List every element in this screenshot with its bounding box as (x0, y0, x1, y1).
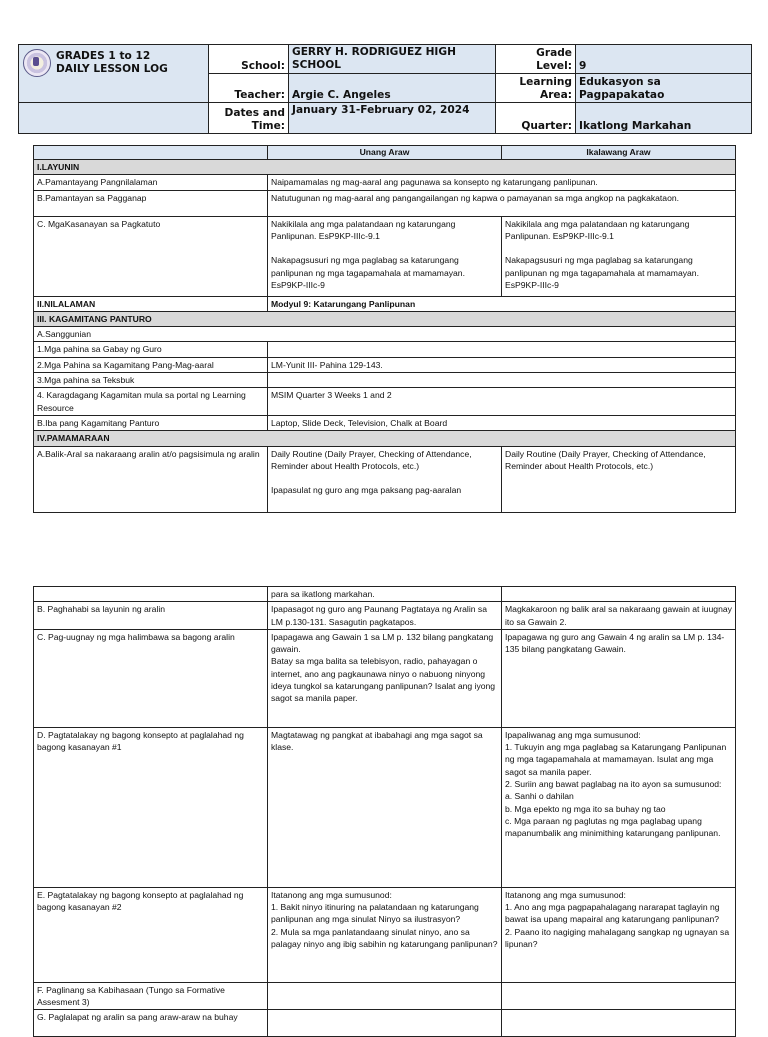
section-pamamaraan: IV.PAMAMARAAN (34, 431, 736, 446)
row-label: C. Pag-uugnay ng mga halimbawa sa bagong aralin (34, 629, 268, 727)
header-empty-cell (19, 103, 209, 134)
dll-text: DAILY LESSON LOG (56, 62, 168, 75)
school-label: School: (209, 45, 289, 74)
row-day2 (502, 982, 736, 1010)
row-label: E. Pagtatalakay ng bagong konsepto at paglalahad ng bagong kasanayan #2 (34, 887, 268, 982)
row-label: A.Pamantayang Pangnilalaman (34, 175, 268, 190)
area-label: Learning Area: (496, 74, 576, 103)
row-day2 (502, 1010, 736, 1037)
header-logo-cell (19, 45, 209, 103)
row-label: D. Pagtatalakay ng bagong konsepto at paglalahad ng bagong kasanayan #1 (34, 727, 268, 887)
teacher-value: Argie C. Angeles (289, 74, 496, 103)
lesson-table-part2 (33, 586, 736, 1037)
row-day2: Magkakaroon ng balik aral sa nakaraang gawain at iuugnay ito sa Gawain 2. (502, 602, 736, 630)
grades-text: GRADES 1 to 12 (56, 50, 151, 62)
column-head-day1: Unang Araw (268, 146, 502, 160)
row-label: 2.Mga Pahina sa Kagamitang Pang-Mag-aaral (34, 357, 268, 372)
section-layunin: I.LAYUNIN (34, 160, 736, 175)
dates-value: January 31-February 02, 2024 (289, 103, 496, 134)
row-value: Natutugunan ng mag-aaral ang pangangailangan ng kapwa o pamayanan sa mga angkop na pagkakataon. (268, 190, 736, 216)
row-day1: para sa ikatlong markahan. (268, 587, 502, 602)
row-day1 (268, 982, 502, 1010)
row-value (268, 373, 736, 388)
row-label: G. Paglalapat ng aralin sa pang araw-araw na buhay (34, 1010, 268, 1037)
row-day2: Ipapagawa ng guro ang Gawain 4 ng aralin sa LM p. 134-135 bilang pangkatang Gawain. (502, 629, 736, 727)
row-day2: Itatanong ang mga sumusunod: 1. Ano ang mga pagpapahalagang nararapat taglayin ng bawat isa upang mapairal ang katarungang panlipunan? 2. Paano ito nagiging mahalagang sangkap ng ugnayan sa lipunan? (502, 887, 736, 982)
section-nilalaman: II.NILALAMAN (34, 296, 268, 311)
row-day2: Nakikilala ang mga palatandaan ng katarungang Panlipunan. EsP9KP-IIIc-9.1 Nakapagsusuri ng mga paglabag sa katarungang panlipunan ng mga tagapamahala at mamamayan. EsP9KP-IIIc-9 (502, 216, 736, 296)
grade-value: 9 (576, 45, 752, 74)
column-head-empty (34, 146, 268, 160)
nilalaman-value: Modyul 9: Katarungang Panlipunan (268, 296, 736, 311)
row-label: B. Paghahabi sa layunin ng aralin (34, 602, 268, 630)
area-value: Edukasyon sa Pagpapakatao (576, 74, 752, 103)
row-day1: Daily Routine (Daily Prayer, Checking of Attendance, Reminder about Health Protocols, etc.) Ipapasulat ng guro ang mga paksang pag-aaralan (268, 446, 502, 512)
row-day1: Ipapagawa ang Gawain 1 sa LM p. 132 bilang pangkatang gawain. Batay sa mga balita sa telebisyon, radio, pahayagan o internet, ano ang pagkaunawa ninyo o nabuong ninyong ideya tungkol sa katarungang panlipunan? Isalat ang iyong sagot sa manila paper. (268, 629, 502, 727)
row-label: C. MgaKasanayan sa Pagkatuto (34, 216, 268, 296)
teacher-label: Teacher: (209, 74, 289, 103)
header-table (18, 44, 752, 134)
row-label: A.Sanggunian (34, 327, 736, 342)
row-label: 1.Mga pahina sa Gabay ng Guro (34, 342, 268, 357)
row-day1: Ipapasagot ng guro ang Paunang Pagtataya ng Aralin sa LM p.130-131. Sasagutin pagkatapos. (268, 602, 502, 630)
row-day2 (502, 587, 736, 602)
grade-label: Grade Level: (496, 45, 576, 74)
row-day1: Magtatawag ng pangkat at ibabahagi ang mga sagot sa klase. (268, 727, 502, 887)
row-value: Naipamamalas ng mag-aaral ang pagunawa sa konsepto ng katarungang panlipunan. (268, 175, 736, 190)
row-day1 (268, 1010, 502, 1037)
row-value: Laptop, Slide Deck, Television, Chalk at Board (268, 415, 736, 430)
header-title (56, 50, 209, 75)
dates-label: Dates and Time: (209, 103, 289, 134)
quarter-value: Ikatlong Markahan (576, 103, 752, 134)
row-label: B.Iba pang Kagamitang Panturo (34, 415, 268, 430)
row-value: MSIM Quarter 3 Weeks 1 and 2 (268, 388, 736, 416)
row-value: LM-Yunit III- Pahina 129-143. (268, 357, 736, 372)
row-label: F. Paglinang sa Kabihasaan (Tungo sa Formative Assesment 3) (34, 982, 268, 1010)
column-head-day2: Ikalawang Araw (502, 146, 736, 160)
row-day1: Itatanong ang mga sumusunod: 1. Bakit ninyo itinuring na palatandaan ng katarungang panlipunan ang mga sinulat Ninyo sa ilustrasyon? 2. Mula sa mga panlatandaang sinulat ninyo, ano sa palagay ninyo ang ibig sabihin ng katarungang panlipunan? (268, 887, 502, 982)
deped-seal-icon (23, 49, 51, 77)
school-value: GERRY H. RODRIGUEZ HIGH SCHOOL (289, 45, 496, 74)
row-day1: Nakikilala ang mga palatandaan ng katarungang Panlipunan. EsP9KP-IIIc-9.1 Nakapagsusuri ng mga paglabag sa katarungang panlipunan ng mga tagapamahala at mamamayan. EsP9KP-IIIc-9 (268, 216, 502, 296)
row-label: A.Balik-Aral sa nakaraang aralin at/o pagsisimula ng aralin (34, 446, 268, 512)
row-day2: Daily Routine (Daily Prayer, Checking of Attendance, Reminder about Health Protocols, etc.) (502, 446, 736, 512)
lesson-table-part1 (33, 145, 736, 513)
row-label: B.Pamantayan sa Pagganap (34, 190, 268, 216)
row-value (268, 342, 736, 357)
quarter-label: Quarter: (496, 103, 576, 134)
row-day2: Ipapaliwanag ang mga sumusunod: 1. Tukuyin ang mga paglabag sa Katarungang Panlipunan ng mga tagapamahala at mamamayan. Isulat ang mga sagot sa manila paper. 2. Suriin ang bawat paglabag na ito ayon sa sumusunod: a. Sanhi o dahilan b. Mga epekto ng mga ito sa buhay ng tao c. Mga paraan ng paglutas ng mga paglabag upang mapanumbalik ang minimithing katarungang panlipunan. (502, 727, 736, 887)
row-label: 3.Mga pahina sa Teksbuk (34, 373, 268, 388)
section-kagamitan: III. KAGAMITANG PANTURO (34, 311, 736, 326)
row-label-continued (34, 587, 268, 602)
row-label: 4. Karagdagang Kagamitan mula sa portal ng Learning Resource (34, 388, 268, 416)
